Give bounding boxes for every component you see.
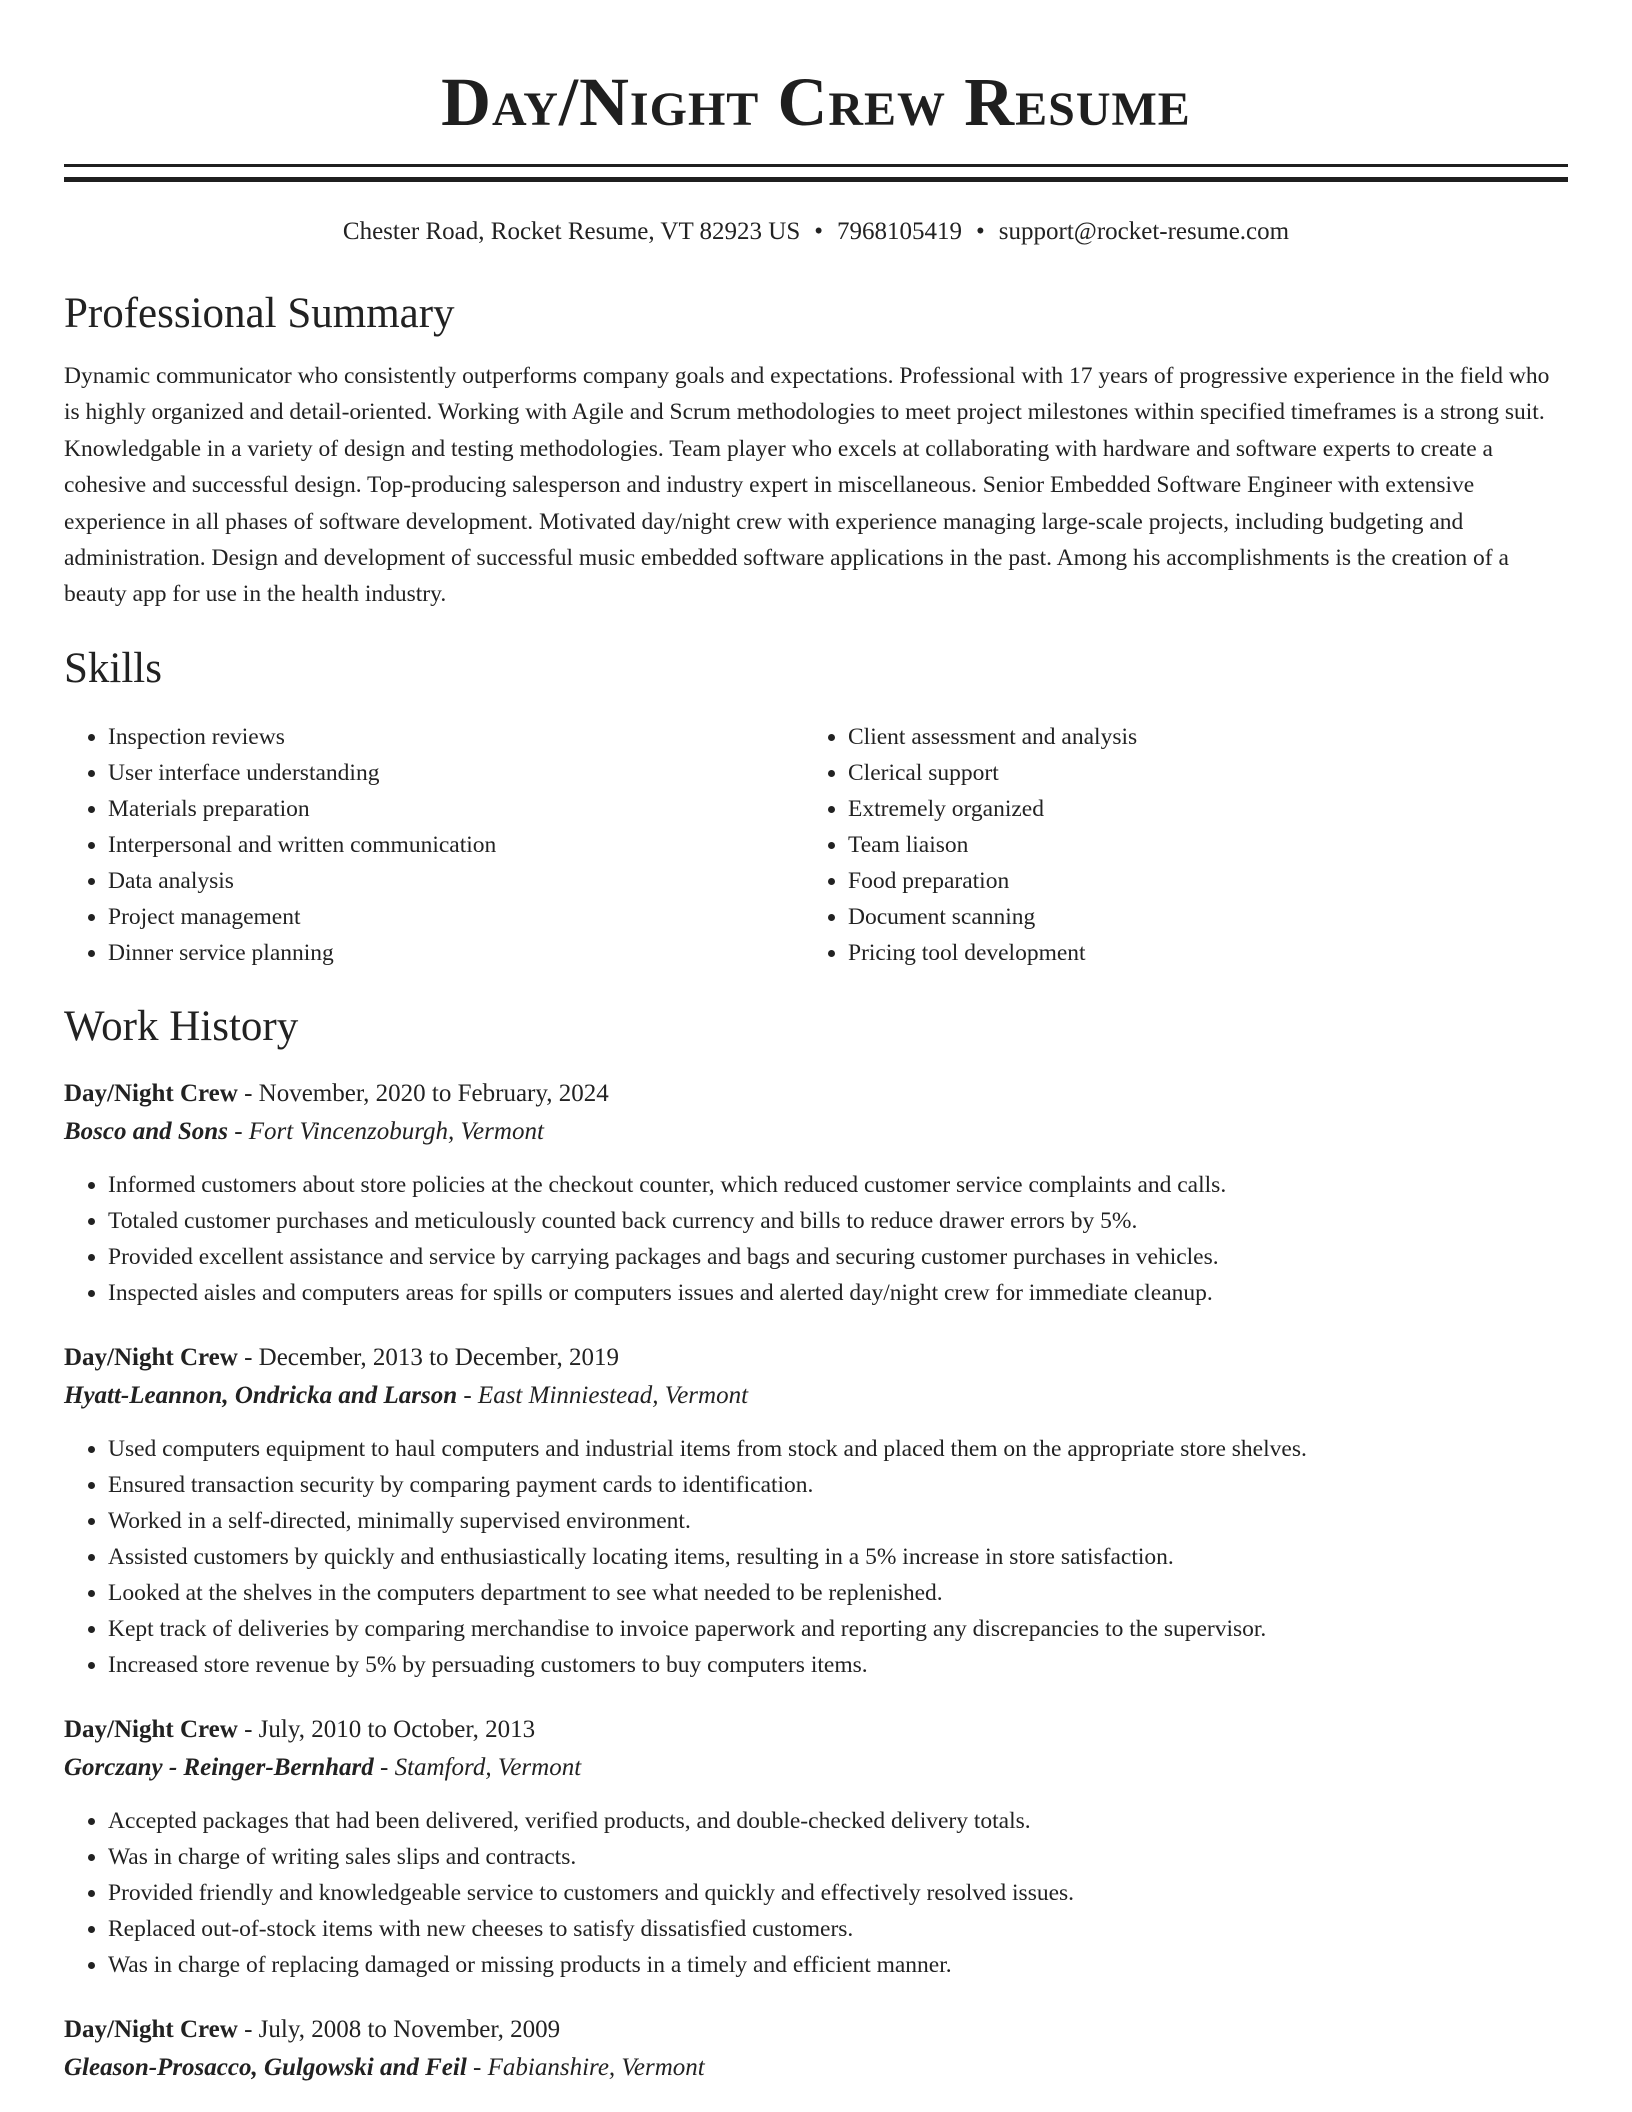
- duty-item: • Replaced out-of-stock items with new cheeses to satisfy dissatisfied customers.: [108, 1911, 1568, 1947]
- job-entry: [64, 1075, 1568, 1311]
- skill-item: • Food preparation: [848, 863, 1137, 899]
- job-employer: [64, 1377, 1568, 1415]
- job-duties: [64, 1431, 1568, 1683]
- contact-line: [64, 216, 1568, 248]
- duty-item: • Worked in a self-directed, minimally supervised environment.: [108, 1503, 1568, 1539]
- job-header: [64, 2011, 1568, 2049]
- duty-item: • Used computers equipment to haul computers and industrial items from stock and placed them on the appropriate store shelves.: [108, 1431, 1568, 1467]
- resume-title: Day/Night Crew Resume: [441, 64, 1191, 140]
- skill-item: • Materials preparation: [108, 791, 808, 827]
- skill-item: • Extremely organized: [848, 791, 1137, 827]
- contact-phone: 7968105419: [837, 218, 963, 245]
- title-divider: [64, 164, 1568, 182]
- skill-item: • Clerical support: [848, 755, 1137, 791]
- job-dates: - July, 2008 to November, 2009: [237, 2015, 561, 2043]
- job-employer: [64, 1113, 1568, 1151]
- duty-item: • Kept track of deliveries by comparing merchandise to invoice paperwork and reporting any discrepancies to the supervisor.: [108, 1611, 1568, 1647]
- job-entry: [64, 1339, 1568, 1683]
- duty-item: • Was in charge of replacing damaged or missing products in a timely and efficient manner.: [108, 1947, 1568, 1983]
- job-dates: - July, 2010 to October, 2013: [237, 1715, 536, 1743]
- skill-item: • Project management: [108, 899, 808, 935]
- company-name: Hyatt-Leannon, Ondricka and Larson: [64, 1381, 458, 1409]
- skill-item: • Client assessment and analysis: [848, 719, 1137, 755]
- job-entry: [64, 2011, 1568, 2087]
- section-heading-summary: Professional Summary: [64, 290, 455, 337]
- summary-text: Dynamic communicator who consistently outperforms company goals and expectations. Professional with 17 years of progressive experience in the field who is highly organized and detail-oriented. Working with Agile and Scrum methodologies to meet project milestones within specified timeframes is a strong suit. Knowledgable in a variety of design and testing methodologies. Team player who excels at collaborating with hardware and software experts to create a cohesive and successful design. Top-producing salesperson and industry expert in miscellaneous. Senior Embedded Software Engineer with extensive experience in all phases of software development. Motivated day/night crew with experience managing large-scale projects, including budgeting and administration. Design and development of successful music embedded software applications in the past. Among his accomplishments is the creation of a beauty app for use in the health industry.: [64, 363, 1550, 608]
- job-duties: [64, 1167, 1568, 1311]
- job-header: [64, 1711, 1568, 1749]
- job-dates: - December, 2013 to December, 2019: [237, 1343, 620, 1371]
- skill-item: • Team liaison: [848, 827, 1137, 863]
- duty-item: • Looked at the shelves in the computers department to see what needed to be replenished.: [108, 1575, 1568, 1611]
- duty-item: • Accepted packages that had been delivered, verified products, and double-checked delivery totals.: [108, 1803, 1568, 1839]
- job-title: Day/Night Crew: [64, 1079, 238, 1107]
- contact-email: support@rocket-resume.com: [998, 218, 1290, 245]
- job-duties: [64, 1803, 1568, 1983]
- company-location: - Fort Vincenzoburgh, Vermont: [227, 1117, 544, 1145]
- company-location: - Fabianshire, Vermont: [466, 2053, 705, 2081]
- skill-item: • Interpersonal and written communication: [108, 827, 808, 863]
- job-title: Day/Night Crew: [64, 1715, 238, 1743]
- company-location: - Stamford, Vermont: [373, 1753, 582, 1781]
- duty-item: • Provided excellent assistance and service by carrying packages and bags and securing customer purchases in vehicles.: [108, 1239, 1568, 1275]
- contact-separator: •: [976, 218, 985, 245]
- job-entry: [64, 1711, 1568, 1983]
- job-employer: [64, 1749, 1568, 1787]
- duty-item: • Was in charge of writing sales slips and contracts.: [108, 1839, 1568, 1875]
- skills-column-right: [808, 719, 1137, 971]
- skill-item: • Document scanning: [848, 899, 1137, 935]
- duty-item: • Informed customers about store policies at the checkout counter, which reduced customer service complaints and calls.: [108, 1167, 1568, 1203]
- contact-separator: •: [814, 218, 824, 245]
- duty-item: • Increased store revenue by 5% by persuading customers to buy computers items.: [108, 1647, 1568, 1683]
- job-title: Day/Night Crew: [64, 2015, 238, 2043]
- section-heading-skills: Skills: [64, 644, 162, 692]
- duty-item: • Provided friendly and knowledgeable service to customers and quickly and effectively resolved issues.: [108, 1875, 1568, 1911]
- job-header: [64, 1075, 1568, 1113]
- section-heading-work-history: Work History: [64, 1002, 299, 1050]
- duty-item: • Inspected aisles and computers areas for spills or computers issues and alerted day/night crew for immediate cleanup.: [108, 1275, 1568, 1311]
- skill-item: • Dinner service planning: [108, 935, 808, 971]
- job-title: Day/Night Crew: [64, 1343, 238, 1371]
- skill-item: • Pricing tool development: [848, 935, 1137, 971]
- skill-item: • Inspection reviews: [108, 719, 808, 755]
- company-name: Gleason-Prosacco, Gulgowski and Feil: [64, 2053, 467, 2081]
- skills-list: [64, 719, 1568, 971]
- job-header: [64, 1339, 1568, 1377]
- job-employer: [64, 2049, 1568, 2087]
- duty-item: • Assisted customers by quickly and enthusiastically locating items, resulting in a 5% increase in store satisfaction.: [108, 1539, 1568, 1575]
- company-name: Gorczany - Reinger-Bernhard: [64, 1753, 374, 1781]
- company-location: - East Minniestead, Vermont: [457, 1381, 749, 1409]
- duty-item: • Totaled customer purchases and meticulously counted back currency and bills to reduce drawer errors by 5%.: [108, 1203, 1568, 1239]
- skill-item: • Data analysis: [108, 863, 808, 899]
- contact-address: Chester Road, Rocket Resume, VT 82923 US: [342, 218, 801, 245]
- skill-item: • User interface understanding: [108, 755, 808, 791]
- duty-item: • Ensured transaction security by comparing payment cards to identification.: [108, 1467, 1568, 1503]
- skills-column-left: [64, 719, 808, 971]
- company-name: Bosco and Sons: [64, 1117, 228, 1145]
- job-dates: - November, 2020 to February, 2024: [237, 1079, 609, 1107]
